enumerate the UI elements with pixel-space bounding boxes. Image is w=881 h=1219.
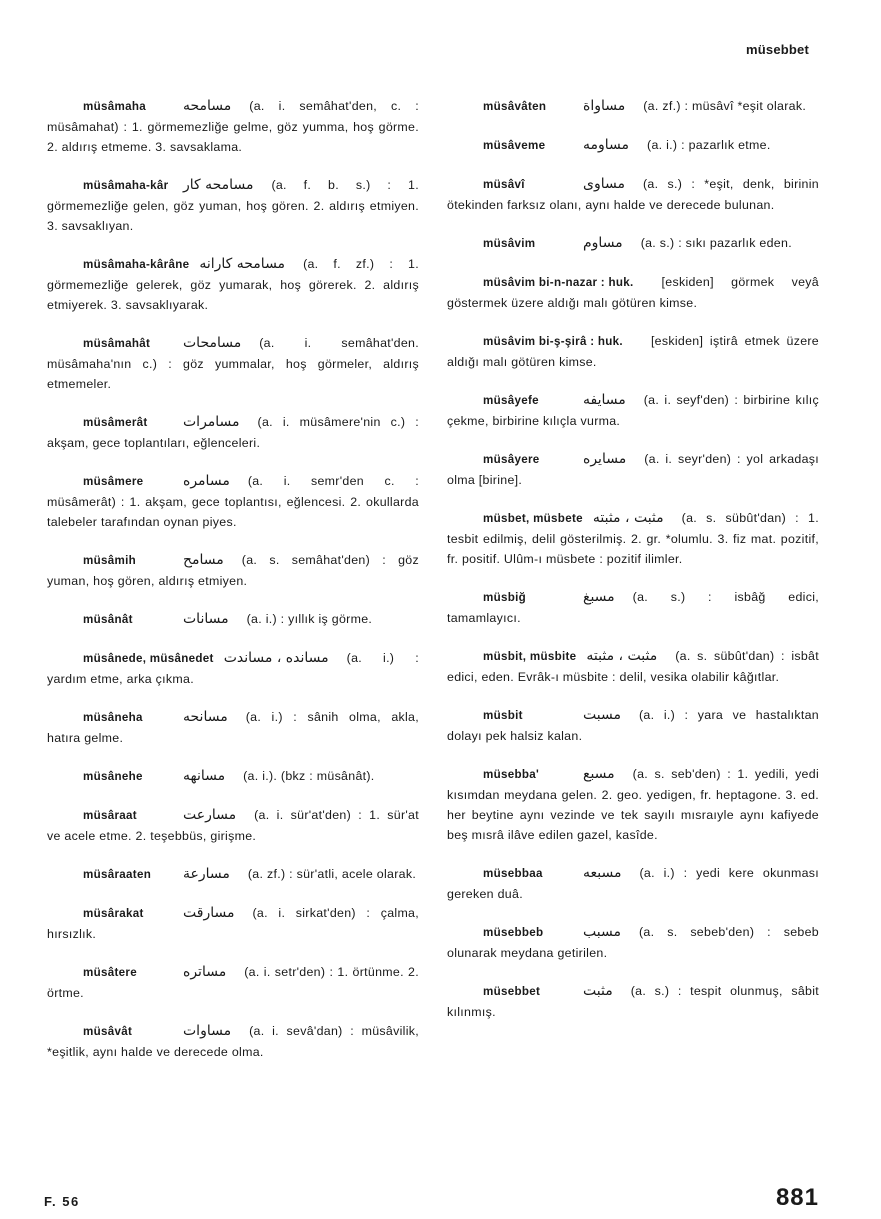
dictionary-entry	[447, 646, 819, 687]
entry-definition: (a. i. seyr'den) : yol arkadaşı olma [birine].	[447, 452, 819, 487]
entry-definition: (a. i.) : yara ve hastalıktan dolayı pek halsiz kalan.	[447, 708, 819, 743]
dictionary-entry	[447, 922, 819, 963]
dictionary-entry	[447, 863, 819, 904]
dictionary-entry	[47, 254, 419, 315]
entry-arabic-script: مسانات	[183, 611, 229, 627]
dictionary-entry	[47, 333, 419, 394]
dictionary-entry	[447, 96, 819, 117]
entry-headword: müsâmaha-kâr	[83, 179, 169, 192]
entry-headword: müsânede, müsânedet	[83, 652, 214, 665]
entry-headword: müsbit, müsbite	[483, 650, 577, 663]
dictionary-entry	[447, 981, 819, 1022]
dictionary-entry	[447, 272, 819, 313]
entry-arabic-script: مسامحه كارانه	[199, 256, 286, 272]
entry-arabic-script: مسانهه	[183, 768, 226, 784]
entry-headword: müsâraat	[83, 809, 137, 822]
entry-arabic-script: مسارقت	[183, 905, 235, 921]
entry-headword: müsâvâten	[483, 100, 547, 113]
entry-headword: müsebbeb	[483, 926, 544, 939]
entry-definition: (a. zf.) : sür'atli, acele olarak.	[247, 867, 417, 881]
entry-arabic-script: مسايفه	[583, 392, 626, 408]
dictionary-entry	[447, 508, 819, 569]
entry-headword: müsâmaha	[83, 100, 146, 113]
entry-definition: (a. i.) : yardım etme, arka çıkma.	[47, 651, 419, 686]
dictionary-entry	[447, 331, 819, 372]
entry-arabic-script: مثبت ، مثبته	[586, 648, 658, 664]
entry-headword: müsâmahât	[83, 337, 151, 350]
dictionary-entry	[47, 766, 419, 787]
entry-arabic-script: مساواة	[583, 98, 626, 114]
entry-headword: müsebbaa	[483, 867, 543, 880]
entry-definition: [eskiden] görmek veyâ göstermek üzere aldığı malı götüren kimse.	[447, 275, 819, 310]
entry-definition: (a. s.) : sıkı pazarlık eden.	[640, 236, 792, 250]
entry-headword: müsâveme	[483, 139, 546, 152]
dictionary-entry	[447, 764, 819, 845]
dictionary-entry	[47, 903, 419, 944]
entry-arabic-script: مسامحه	[183, 98, 232, 114]
entry-arabic-script: مسبت	[583, 707, 621, 723]
entry-arabic-script: مسارعت	[183, 807, 237, 823]
entry-definition: (a. i. semâhat'den, c. : müsâmahat) : 1. görmemezliğe gelme, göz yumma, hoş görme. 2. aldırış etmeme. 3. savsaklama.	[47, 99, 419, 154]
entry-definition: (a. s. sebeb'den) : sebeb olunarak meydana getirilen.	[447, 925, 819, 960]
entry-arabic-script: مسبب	[583, 924, 621, 940]
entry-headword: müsâmih	[83, 554, 136, 567]
dictionary-entry	[47, 96, 419, 157]
entry-headword: müsânât	[83, 613, 133, 626]
entry-headword: müsâyere	[483, 453, 540, 466]
entry-definition: (a. i.) : yıllık iş görme.	[246, 612, 373, 626]
entry-arabic-script: مسايره	[583, 451, 627, 467]
entry-headword: müsâvât	[83, 1025, 133, 1038]
dictionary-entry	[447, 390, 819, 431]
dictionary-entry	[47, 805, 419, 846]
entry-arabic-script: مساوات	[183, 1023, 232, 1039]
entry-definition: (a. s. sübût'dan) : isbât edici, eden. Evrâk-ı müsbite : delil, vesika olabilir kâğıtlar.	[447, 649, 819, 684]
entry-definition: (a. i.) : yedi kere okunması gereken duâ.	[447, 866, 819, 901]
running-headword: müsebbet	[745, 42, 809, 57]
entry-headword: müsebbet	[483, 985, 541, 998]
dictionary-entry	[47, 550, 419, 591]
dictionary-entry	[47, 471, 419, 532]
entry-headword: müsâmaha-kârâne	[83, 258, 190, 271]
entry-arabic-script: مسبع	[583, 766, 615, 782]
dictionary-entry	[47, 609, 419, 630]
entry-arabic-script: مسامرات	[183, 414, 240, 430]
entry-arabic-script: مساتره	[183, 964, 227, 980]
dictionary-entry	[47, 175, 419, 236]
entry-definition: (a. s.) : *eşit, denk, birinin ötekinden farksız olanı, aynı halde ve derecede bulunan.	[447, 177, 819, 212]
entry-definition: (a. i. semâhat'den. müsâmaha'nın c.) : göz yummalar, hoş görmeler, aldırış etmemeler.	[47, 336, 419, 391]
dictionary-entry	[47, 648, 419, 689]
entry-headword: müsbit	[483, 709, 523, 722]
entry-headword: müsâyefe	[483, 394, 539, 407]
entry-headword: müsâvim bi-n-nazar : huk.	[483, 276, 634, 289]
signature-mark: F. 56	[44, 1194, 80, 1209]
page-number: 881	[775, 1184, 819, 1211]
entry-definition: (a. i.) : pazarlık etme.	[647, 138, 771, 152]
entry-arabic-script: مسامحات	[183, 335, 242, 351]
entry-arabic-script: مثبت	[583, 983, 613, 999]
entry-headword: müsâvî	[483, 178, 525, 191]
entry-definition: (a. zf.) : müsâvî *eşit olarak.	[643, 99, 807, 113]
entry-headword: müsâtere	[83, 966, 137, 979]
entry-definition: (a. f. zf.) : 1. görmemezliğe gelerek, göz yumarak, hoş görerek. 2. aldırış etmiyerek. 3. savsaklıyarak.	[47, 257, 419, 312]
entry-headword: müsâmerât	[83, 416, 148, 429]
dictionary-entry	[47, 864, 419, 885]
left-column	[47, 96, 419, 1080]
entry-arabic-script: مساومه	[583, 137, 630, 153]
dictionary-entry	[47, 962, 419, 1003]
entry-headword: müsârakat	[83, 907, 144, 920]
entry-arabic-script: مسبغ	[583, 589, 615, 605]
entry-arabic-script: مساوم	[583, 235, 623, 251]
dictionary-entry	[447, 135, 819, 156]
entry-definition: [eskiden] iştirâ etmek üzere aldığı malı götüren kimse.	[447, 334, 819, 369]
dictionary-entry	[47, 412, 419, 453]
dictionary-entry	[447, 233, 819, 254]
entry-headword: müsâvim	[483, 237, 536, 250]
entry-headword: müsânehe	[83, 770, 143, 783]
entry-headword: müsâraaten	[83, 868, 152, 881]
entry-arabic-script: مسامحه كار	[183, 177, 254, 193]
dictionary-entry	[447, 587, 819, 628]
entry-headword: müsâmere	[83, 475, 144, 488]
entry-definition: (a. s. sübût'dan) : 1. tesbit edilmiş, delil gösterilmiş. 2. gr. *olumlu. 3. fiz mat. pozitif, fr. positif. Ulûm-ı müsbete : pozitif ilimler.	[447, 511, 819, 566]
right-column	[447, 96, 819, 1040]
entry-arabic-script: مساوى	[583, 176, 625, 192]
entry-arabic-script: مسارعة	[183, 866, 230, 882]
entry-headword: müsâneha	[83, 711, 143, 724]
entry-definition: (a. i. sür'at'den) : 1. sür'at ve acele etme. 2. teşebbüs, girişme.	[47, 808, 419, 843]
dictionary-entry	[447, 705, 819, 746]
entry-definition: (a. i. müsâmere'nin c.) : akşam, gece toplantıları, eğlenceleri.	[47, 415, 419, 450]
entry-definition: (a. s.) : isbâğ edici, tamamlayıcı.	[447, 590, 819, 625]
entry-arabic-script: مسانده ، مساندت	[223, 650, 329, 666]
dictionary-entry	[447, 174, 819, 215]
entry-definition: (a. s. seb'den) : 1. yedili, yedi kısımdan meydana gelen. 2. geo. yedigen, fr. heptagone. 3. ed. her beytine aynı vezinde ve tek sayılı mısraıyle aynı kafiyede beş mısrâ ilâve edilen gazel, kasîde.	[447, 767, 819, 842]
entry-arabic-script: مسامح	[183, 552, 224, 568]
entry-headword: müsbiğ	[483, 591, 527, 604]
entry-headword: müsâvim bi-ş-şirâ : huk.	[483, 335, 623, 348]
entry-arabic-script: مسبعه	[583, 865, 622, 881]
dictionary-entry	[47, 1021, 419, 1062]
entry-arabic-script: مسانحه	[183, 709, 228, 725]
dictionary-entry	[47, 707, 419, 748]
entry-definition: (a. i. seyf'den) : birbirine kılıç çekme, birbirine kılıçla vurma.	[447, 393, 819, 428]
entry-arabic-script: مثبت ، مثبته	[592, 510, 664, 526]
entry-definition: (a. i.) : sânih olma, akla, hatıra gelme.	[47, 710, 419, 745]
entry-definition: (a. i. semr'den c. : müsâmerât) : 1. akşam, gece toplantısı, eğlencesi. 2. okullarda talebeler tarafından oynan piyes.	[47, 474, 419, 529]
entry-headword: müsebba'	[483, 768, 540, 781]
entry-definition: (a. i. sirkat'den) : çalma, hırsızlık.	[47, 906, 419, 941]
entry-definition: (a. i. sevâ'dan) : müsâvilik, *eşitlik, aynı halde ve derecede olma.	[47, 1024, 419, 1059]
entry-definition: (a. s.) : tespit olunmuş, sâbit kılınmış.	[447, 984, 819, 1019]
dictionary-entry	[447, 449, 819, 490]
entry-definition: (a. i.). (bkz : müsânât).	[243, 769, 375, 783]
entry-headword: müsbet, müsbete	[483, 512, 583, 525]
entry-definition: (a. s. semâhat'den) : göz yuman, hoş gören, aldırış etmiyen.	[47, 553, 419, 588]
entry-definition: (a. i. setr'den) : 1. örtünme. 2. örtme.	[47, 965, 419, 1000]
entry-definition: (a. f. b. s.) : 1. görmemezliğe gelen, göz yuman, hoş gören. 2. aldırış etmiyen. 3. savsaklıyan.	[47, 178, 419, 233]
entry-arabic-script: مسامره	[183, 473, 230, 489]
